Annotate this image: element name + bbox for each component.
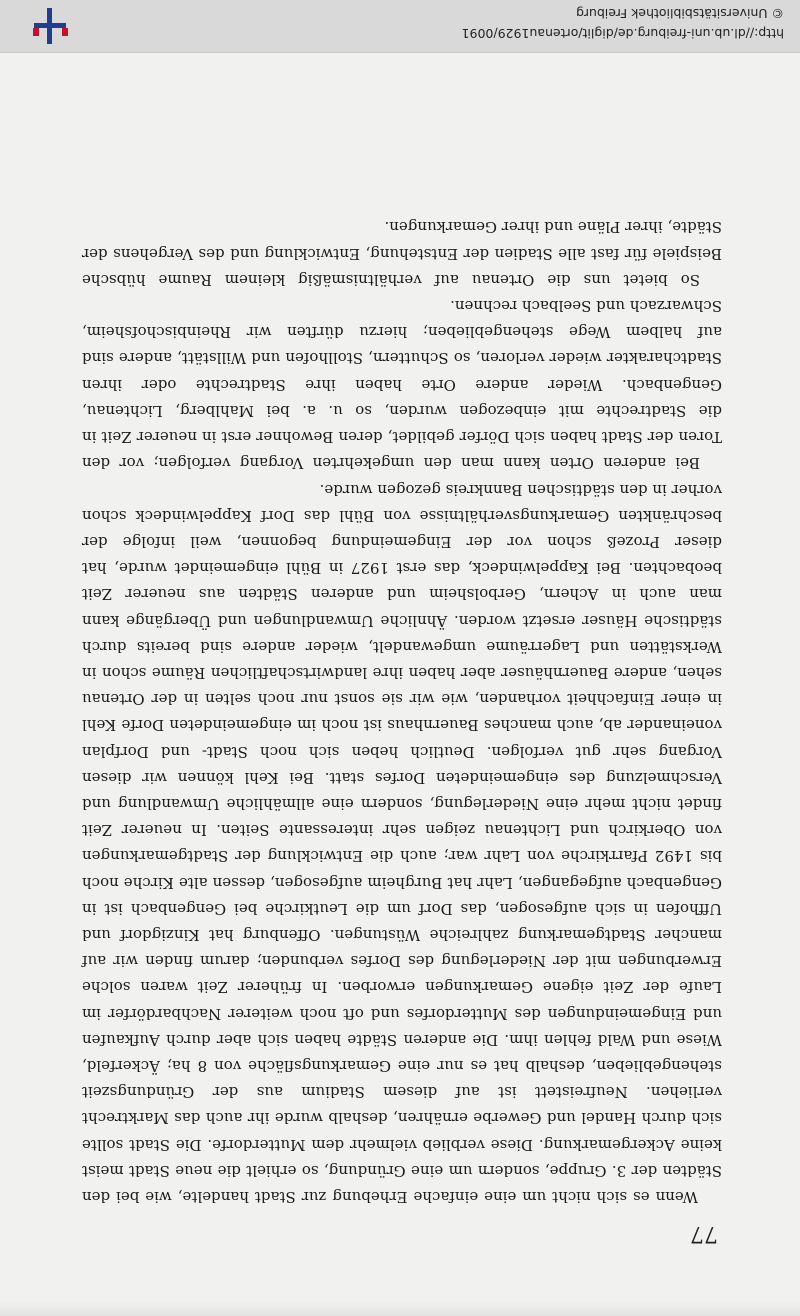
paragraph-1: Wenn es sich nicht um eine einfache Erhebung zur Stadt handelte, wie bei den Städten der 3. Gruppe, sondern um eine Gründung, so erhielt die neue Stadt meist keine Ackergemarkung. Diese verblieb vielmehr dem Mutterdorfe. Die Stadt sollte sich durch Handel und Gewerbe ernähren, deshalb wurde ihr auch das Marktrecht verliehen. Neufreistett ist auf diesem Stadium aus der Gründungszeit stehengeblieben, deshalb hat es nur eine Gemarkungsfläche von 8 ha; Äckerfeld, Wiese und Wald fehlen ihm. Die anderen Städte haben sich aber durch Aufkaufen und Eingemeindungen des Mutterdorfes und oft noch weiterer Nachbardörfer im Laufe der Zeit eigene Gemarkungen erworben. In früherer Zeit waren solche Erwerbungen mit der Niederlegung des Dorfes verbunden; darum finden wir auf mancher Stadtgemarkung zahlreiche Wüstungen. Offenburg hat Kinzigdorf und Uffhofen in sich aufgesogen, das Dorf um die Leutkirche bei Gengenbach ist in Gengenbach aufgegangen, Lahr hat Burgheim aufgesogen, dessen alte Kirche noch bis 1492 Pfarrkirche von Lahr war; auch die Entwicklung der Stadtgemarkungen von Oberkirch und Lichtenau zeigen sehr interessante Seiten. In neuerer Zeit findet nicht mehr eine Niederlegung, sondern eine allmähliche Umwandlung und Verschmelzung des eingemeindeten Dorfes statt. Bei Kehl können wir diesen Vorgang sehr gut verfolgen. Deutlich heben sich noch Stadt- und Dorfplan voneinander ab, auch manches Bauernhaus ist noch im eingemeindeten Dorfe Kehl in einer Einfachheit vorhanden, wie wir sie sonst nur noch selten in der Ortenau sehen, andere Bauernhäuser aber haben ihre landwirtschaftlichen Räume schon in Werkstätten und Lagerräume umgewandelt, wieder andere sind bereits durch städtische Häuser ersetzt worden. Ähnliche Umwandlungen und Übergänge kann man auch in Achern, Gerbolsheim und anderen Städten aus neuerer Zeit beobachten. Bei Kappelwindeck, das erst 1927 in Bühl eingemeindet wurde, hat dieser Prozeß schon vor der Eingemeindung begonnen, weil infolge der beschränkten Gemarkungsverhältnisse von Bühl das Dorf Kappelwindeck schon vorher in den städtischen Bannkreis gezogen wurde. xyxy=(82,480,722,1206)
paragraph-2: Bei anderen Orten kann man den umgekehrten Vorgang verfolgen; vor den Toren der Stadt haben sich Dörfer gebildet, deren Bewohner erst in neuerer Zeit in die Stadtrechte mit einbezogen wurden, so u. a. bei Mahlberg, Lichtenau, Gengenbach. Wieder andere Orte haben ihre Stadtrechte oder ihren Stadtcharakter wieder verloren, so Schuttern, Stollhofen und Willstätt, andere sind auf halbem Wege stehengeblieben; hierzu dürften wir Rheinbischofsheim, Schwarzach und Seelbach rechnen. xyxy=(82,297,722,473)
book-page xyxy=(0,52,800,1316)
source-url[interactable]: http://dl.ub.uni-freiburg.de/diglit/ortenau1929/0091 xyxy=(461,26,784,41)
body-text xyxy=(82,214,722,1210)
scan-edge xyxy=(0,1302,800,1316)
paragraph-3: So bietet uns die Ortenau auf verhältnismäßig kleinem Raume hübsche Beispiele für fast alle Stadien der Entstehung, Entwicklung und des Vergehens der Städte, ihrer Pläne und ihrer Gemarkungen. xyxy=(82,218,722,289)
page-number: 77 xyxy=(690,1221,718,1246)
library-header xyxy=(0,0,800,53)
library-logo-icon xyxy=(28,8,72,44)
copyright-notice: © Universitätsbibliothek Freiburg xyxy=(576,6,784,21)
